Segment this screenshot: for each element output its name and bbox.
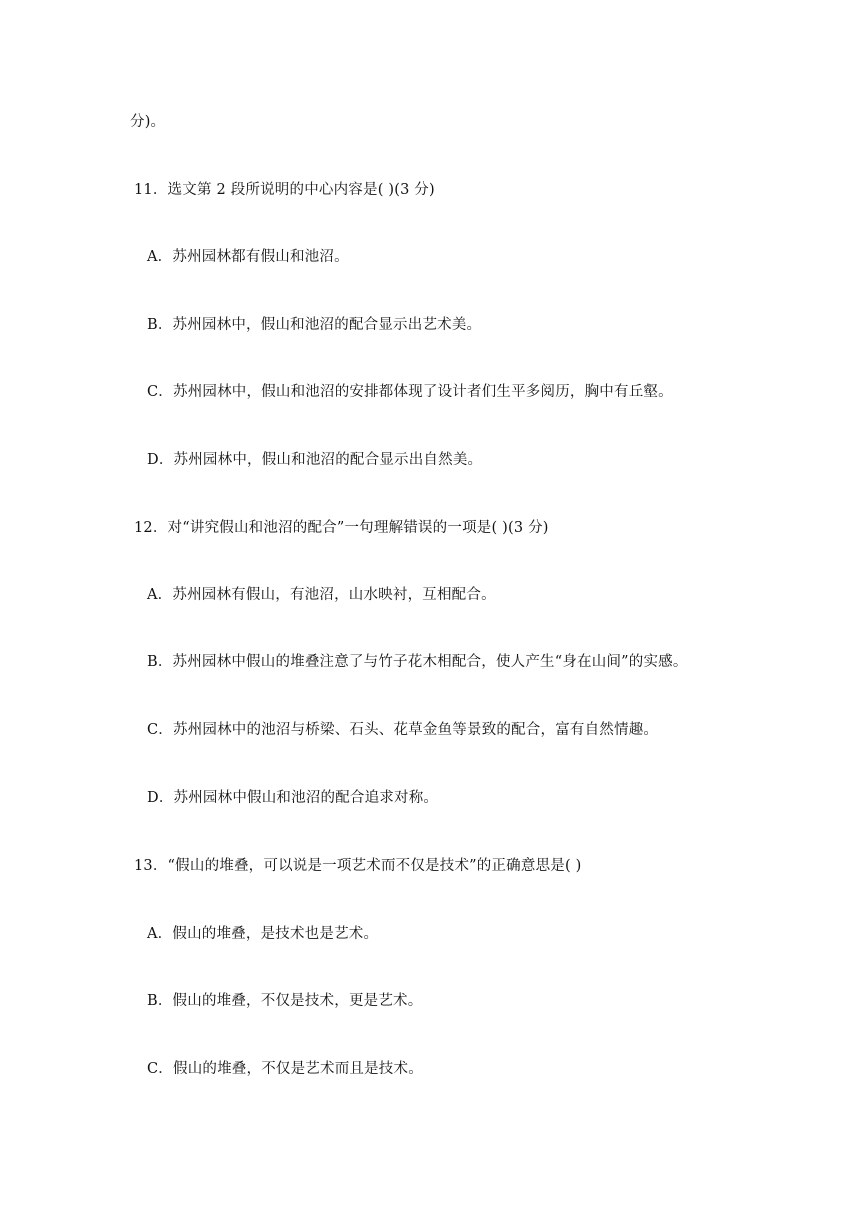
question-13-option-b: B．假山的堆叠，不仅是技术，更是艺术。 bbox=[147, 993, 423, 1009]
question-12-option-a: A．苏州园林有假山，有池沼，山水映衬，互相配合。 bbox=[147, 587, 496, 603]
question-11-option-a: A．苏州园林都有假山和池沼。 bbox=[147, 249, 349, 265]
question-13-option-c: C．假山的堆叠，不仅是艺术而且是技术。 bbox=[147, 1061, 423, 1077]
question-11-stem: 11．选文第 2 段所说明的中心内容是( )(3 分) bbox=[134, 182, 435, 198]
continuation-text: 分)。 bbox=[130, 114, 166, 130]
question-12-option-c: C．苏州园林中的池沼与桥梁、石头、花草金鱼等景致的配合，富有自然情趣。 bbox=[147, 722, 659, 738]
question-11-option-c: C．苏州园林中，假山和池沼的安排都体现了设计者们生平多阅历，胸中有丘壑。 bbox=[147, 384, 673, 400]
question-12-option-d: D．苏州园林中假山和池沼的配合追求对称。 bbox=[147, 790, 439, 806]
question-11-option-b: B．苏州园林中，假山和池沼的配合显示出艺术美。 bbox=[147, 317, 482, 333]
question-11-option-d: D．苏州园林中，假山和池沼的配合显示出自然美。 bbox=[147, 452, 483, 468]
question-13-stem: 13．“假山的堆叠，可以说是一项艺术而不仅是技术”的正确意思是( ) bbox=[134, 858, 582, 874]
question-12-stem: 12．对“讲究假山和池沼的配合”一句理解错误的一项是( )(3 分) bbox=[134, 520, 549, 536]
question-13-option-a: A．假山的堆叠，是技术也是艺术。 bbox=[147, 926, 379, 942]
question-12-option-b: B．苏州园林中假山的堆叠注意了与竹子花木相配合，使人产生“身在山间”的实感。 bbox=[147, 654, 688, 670]
